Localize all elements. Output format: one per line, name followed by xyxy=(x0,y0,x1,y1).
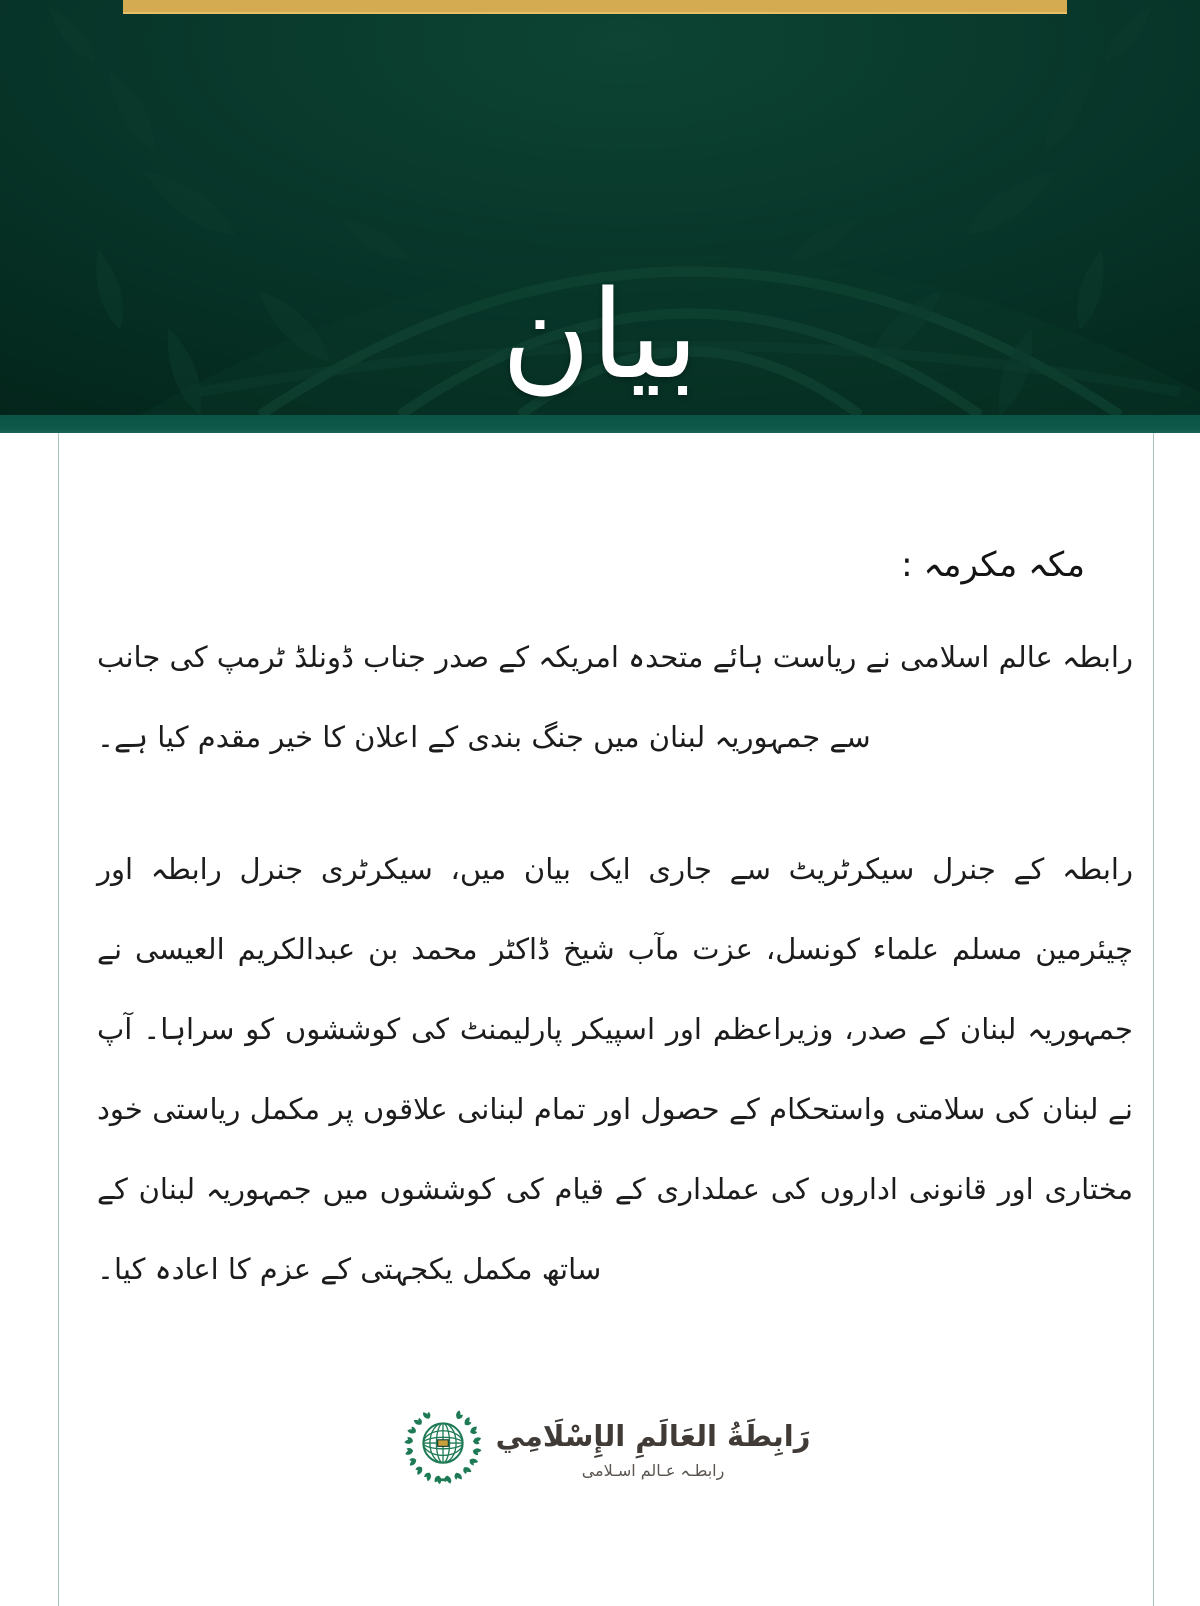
statement-paragraph-1: رابطہ عالم اسلامی نے ریاست ہائے متحدہ امریکہ کے صدر جناب ڈونلڈ ٹرمپ کی جانب سے جمہوریہ لبنان میں جنگ بندی کے اعلان کا خیر مقدم کیا ہے۔ xyxy=(97,639,1133,754)
teal-divider xyxy=(0,415,1200,433)
org-name-arabic: رَابِطَةُ العَالَمِ الإِسْلَامِي xyxy=(495,1419,811,1454)
statement-card xyxy=(58,433,1154,1606)
mwl-logo-text xyxy=(496,1416,811,1480)
mwl-emblem-icon xyxy=(402,1406,484,1490)
org-name-urdu: رابطـہ عـالم اسـلامی xyxy=(581,1460,725,1480)
statement-title: بيان xyxy=(501,263,699,406)
statement-paragraph-2: رابطہ کے جنرل سیکرٹریٹ سے جاری ایک بیان میں، سیکرٹری جنرل رابطہ اور چیئرمین مسلم علماء کونسل، عزت مآب شیخ ڈاکٹر محمد بن عبدالکریم العیسی نے جمہوریہ لبنان کے صدر، وزیراعظم اور اسپیکر پارلیمنٹ کی کوششوں کو سراہا۔ آپ نے لبنان کی سلامتی واستحکام کے حصول اور تمام لبنانی علاقوں پر مکمل ریاستی خود مختاری اور قانونی اداروں کی عملداری کے قیام کی کوششوں میں جمہوریہ لبنان کے ساتھ مکمل یکجہتی کے عزم کا اعادہ کیا۔ xyxy=(97,851,1133,1286)
location-heading: مکہ مکرمہ : xyxy=(901,545,1085,585)
gold-accent-bar xyxy=(123,0,1067,14)
header-banner xyxy=(0,0,1200,415)
mwl-logo xyxy=(59,1406,1153,1490)
